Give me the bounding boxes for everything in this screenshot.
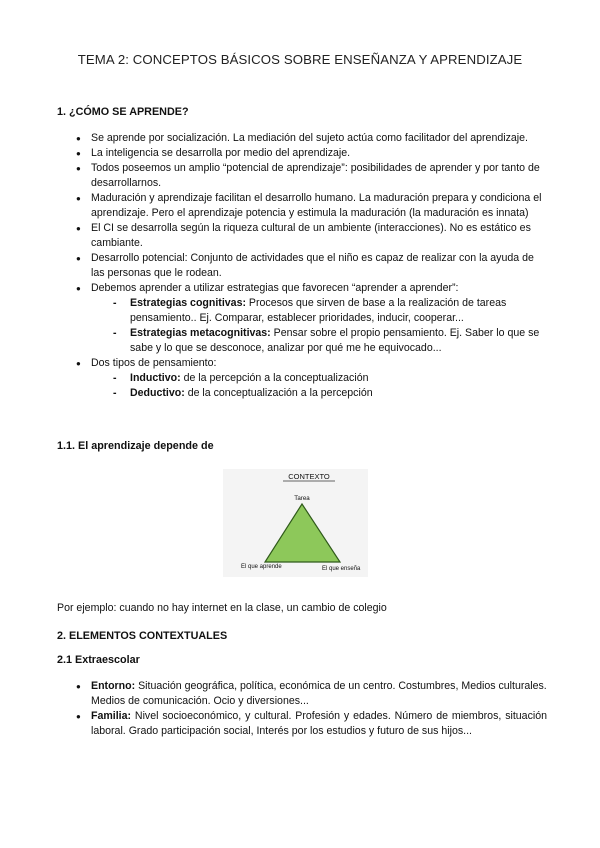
term-label: Inductivo: [130, 372, 181, 384]
list-item [57, 356, 547, 401]
term-description: de la conceptualización a la percepción [184, 387, 373, 399]
section-2-1-heading: 2.1 Extraescolar [57, 654, 140, 666]
section-1-bullet-list [57, 131, 547, 401]
diagram-right-label: El que enseña [322, 566, 361, 572]
term-description: Nivel socioeconómico, y cultural. Profesión y edades. Número de miembros, situación laboral. Grado participación social, Interés por los estudios y futuro de sus hijos... [91, 710, 547, 737]
list-item [57, 709, 547, 739]
term-description: Procesos que sirven de base a la realización de tareas pensamiento.. Ej. Comparar, establecer prioridades, inducir, cooperar... [130, 297, 507, 324]
sublist-item [91, 296, 547, 326]
sublist-item [91, 386, 547, 401]
sublist-item [91, 326, 547, 356]
term-description: Pensar sobre el propio pensamiento. Ej. Saber lo que se sabe y lo que se desconoce, analizar por qué me he equivocado... [130, 327, 540, 354]
list-item [57, 679, 547, 709]
sublist-item [91, 371, 547, 386]
document-title: TEMA 2: CONCEPTOS BÁSICOS SOBRE ENSEÑANZA Y APRENDIZAJE [77, 52, 523, 67]
list-item: ● Maduración y aprendizaje facilitan el desarrollo humano. La maduración prepara y condiciona el aprendizaje. Pero el aprendizaje potencia y estimula la maduración (la maduración es innata) [57, 191, 547, 221]
term-label: Estrategias cognitivas: [130, 297, 246, 309]
section-2-bullet-list [57, 679, 547, 739]
thinking-sublist [91, 371, 547, 401]
term-description: de la percepción a la conceptualización [180, 372, 369, 384]
example-paragraph: Por ejemplo: cuando no hay internet en la clase, un cambio de colegio [57, 602, 387, 614]
section-1-1-heading: 1.1. El aprendizaje depende de [57, 440, 214, 452]
diagram-context-label: CONTEXTO [288, 472, 330, 481]
list-item: ● Todos poseemos un amplio “potencial de aprendizaje”: posibilidades de aprender y por tanto de desarrollarnos. [57, 161, 547, 191]
strategies-sublist [91, 296, 547, 356]
list-item: ● El CI se desarrolla según la riqueza cultural de un ambiente (interacciones). No es estático es cambiante. [57, 221, 547, 251]
list-item-text: Dos tipos de pensamiento: [91, 357, 217, 369]
list-item: ● Desarrollo potencial: Conjunto de actividades que el niño es capaz de realizar con la ayuda de las personas que le rodean. [57, 251, 547, 281]
term-label: Entorno: [91, 680, 136, 692]
list-item-text: Debemos aprender a utilizar estrategias que favorecen “aprender a aprender”: [91, 282, 459, 294]
diagram-left-label: El que aprende [241, 564, 282, 570]
diagram-top-label: Tarea [294, 495, 310, 502]
learning-triangle-diagram [223, 469, 368, 577]
list-item: ● La inteligencia se desarrolla por medio del aprendizaje. [57, 146, 547, 161]
section-1-heading: 1. ¿CÓMO SE APRENDE? [57, 106, 189, 118]
term-label: Estrategias metacognitivas: [130, 327, 271, 339]
term-description: Situación geográfica, política, económica de un centro. Costumbres, Medios culturales. Medios de comunicación. Ocio y diversiones... [91, 680, 547, 707]
list-item [57, 281, 547, 356]
term-label: Familia: [91, 710, 132, 722]
term-label: Deductivo: [130, 387, 185, 399]
list-item: ● Se aprende por socialización. La mediación del sujeto actúa como facilitador del aprendizaje. [57, 131, 547, 146]
section-2-heading: 2. ELEMENTOS CONTEXTUALES [57, 630, 228, 642]
